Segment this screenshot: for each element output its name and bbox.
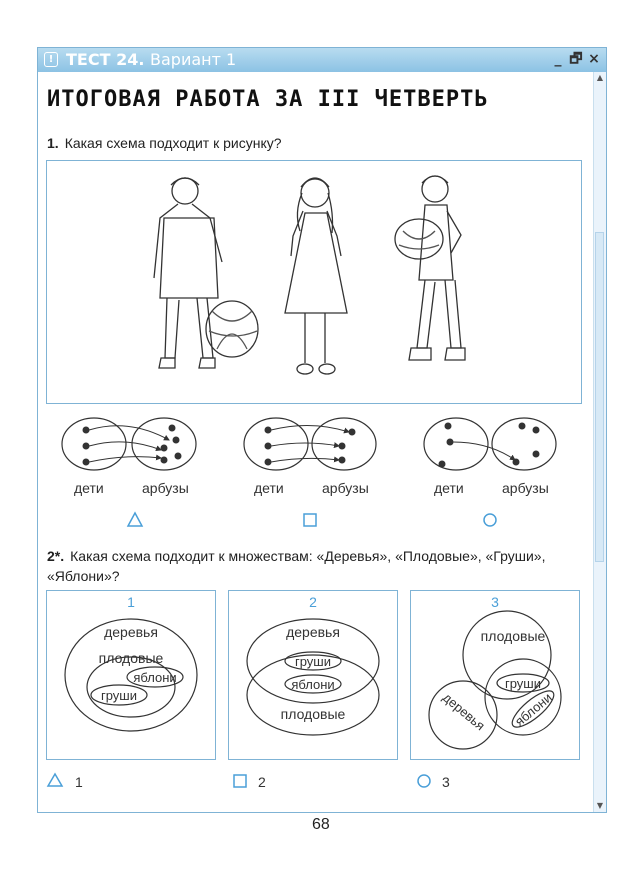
page-number: 68 bbox=[312, 816, 330, 833]
circle-answer-icon[interactable] bbox=[484, 514, 496, 526]
question-2-text: Какая схема подходит к множествам: «Деревья», «Плодовые», «Груши», «Яблони»? bbox=[47, 548, 546, 584]
diagram-1-number: 1 bbox=[127, 594, 135, 610]
diagram-1-label-apple: яблони bbox=[133, 670, 177, 685]
boy-with-melon-figure bbox=[395, 176, 465, 360]
children-picture bbox=[46, 160, 582, 404]
scheme-3-right-label: арбузы bbox=[502, 480, 549, 496]
window-icon: ! bbox=[44, 52, 58, 67]
scheme-2-left-label: дети bbox=[254, 480, 284, 496]
square-option-2-icon[interactable] bbox=[232, 773, 248, 789]
diagram-1 bbox=[47, 591, 215, 759]
window-controls bbox=[550, 49, 602, 69]
square-answer-icon[interactable] bbox=[304, 514, 316, 526]
scroll-down-icon[interactable]: ▼ bbox=[596, 801, 604, 810]
option-2-label: 2 bbox=[258, 774, 266, 790]
minimize-button[interactable]: _ bbox=[554, 51, 562, 67]
diagram-2-label-trees: деревья bbox=[286, 624, 340, 640]
diagram-3-label-trees: деревья bbox=[439, 689, 488, 734]
diagram-3-label-apple: яблони bbox=[511, 689, 555, 730]
girl-figure bbox=[285, 178, 347, 374]
diagram-2-label-apple: яблони bbox=[291, 677, 335, 692]
title-bar bbox=[38, 48, 606, 72]
vertical-scrollbar[interactable] bbox=[593, 72, 606, 812]
scheme-3 bbox=[424, 418, 556, 470]
scheme-2 bbox=[244, 418, 376, 470]
diagram-2 bbox=[229, 591, 397, 759]
diagram-3-label-pear: груши bbox=[504, 676, 542, 691]
circle-option-3-icon[interactable] bbox=[416, 773, 432, 789]
diagram-3-number: 3 bbox=[491, 594, 499, 610]
question-2 bbox=[47, 546, 587, 586]
boy-with-watermelon-figure bbox=[154, 178, 258, 368]
scroll-thumb[interactable] bbox=[595, 232, 604, 562]
scheme-2-right-label: арбузы bbox=[322, 480, 369, 496]
option-1-label: 1 bbox=[75, 774, 83, 790]
window-title bbox=[66, 50, 236, 69]
diagram-2-number: 2 bbox=[309, 594, 317, 610]
triangle-option-1-icon[interactable] bbox=[46, 772, 66, 788]
diagram-3-label-fruit: плодовые bbox=[480, 628, 546, 644]
question-2-number: 2*. bbox=[47, 548, 65, 564]
scheme-1 bbox=[62, 418, 196, 470]
variant-label: Вариант 1 bbox=[150, 50, 237, 69]
diagram-2-label-pear: груши bbox=[294, 654, 332, 669]
scheme-1-right-label: арбузы bbox=[142, 480, 189, 496]
option-3-label: 3 bbox=[442, 774, 450, 790]
diagram-2-label-fruit: плодовые bbox=[280, 706, 346, 722]
diagram-1-label-trees: деревья bbox=[104, 624, 158, 640]
test-title: ТЕСТ 24. bbox=[66, 50, 145, 69]
question-1-text: Какая схема подходит к рисунку? bbox=[64, 135, 282, 151]
question-1-number: 1. bbox=[47, 135, 59, 151]
diagram-2-box bbox=[228, 590, 398, 760]
scheme-3-left-label: дети bbox=[434, 480, 464, 496]
question-1 bbox=[47, 135, 282, 151]
triangle-answer-icon[interactable] bbox=[128, 513, 142, 526]
diagram-1-box bbox=[46, 590, 216, 760]
diagram-1-label-pear: груши bbox=[100, 688, 138, 703]
scroll-up-icon[interactable]: ▲ bbox=[596, 73, 604, 82]
children-illustration bbox=[47, 161, 581, 403]
close-button[interactable]: × bbox=[588, 51, 600, 67]
scheme-1-left-label: дети bbox=[74, 480, 104, 496]
diagram-1-label-fruit: плодовые bbox=[98, 650, 164, 666]
diagram-3-box bbox=[410, 590, 580, 760]
page-title: ИТОГОВАЯ РАБОТА ЗА III ЧЕТВЕРТЬ bbox=[47, 87, 489, 112]
q1-schemes bbox=[46, 410, 586, 530]
diagram-3 bbox=[411, 591, 579, 759]
restore-button[interactable]: 🗗 bbox=[569, 51, 583, 67]
